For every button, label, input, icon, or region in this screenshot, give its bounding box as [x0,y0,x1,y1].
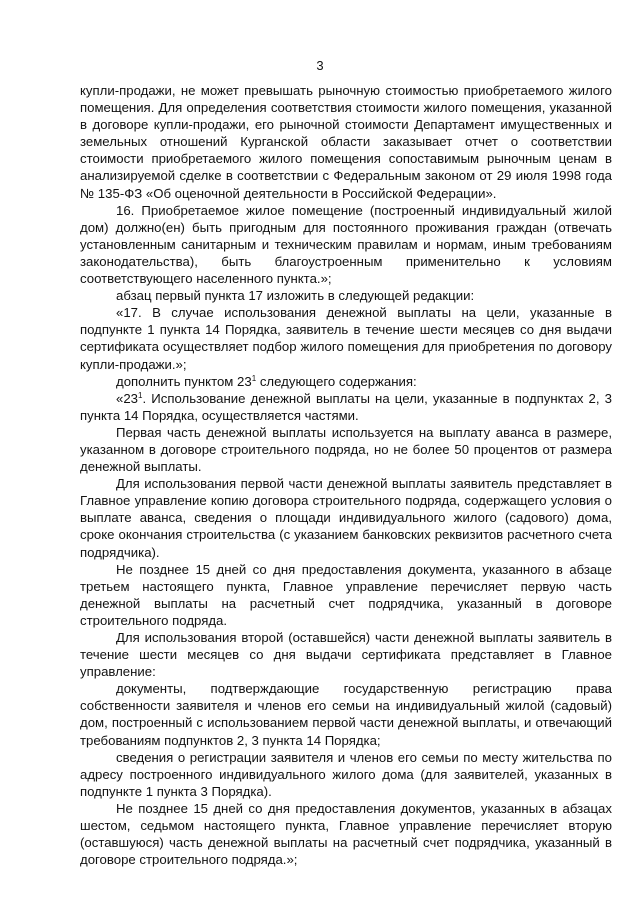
paragraph-item-23-1-text: . Использование денежной выплаты на цели, указанные в подпунктах 2, 3 пункта 14 Порядка, осуществляется частями. [80,390,612,423]
paragraph-item-16: 16. Приобретаемое жилое помещение (построенный индивидуальный жилой дом) должно(ен) быть пригодным для постоянного проживания граждан (отвечать установленным санитарным и техническим правилам и нормам, иным требованиям законодательства), быть благоустроенным применительно к условиям соответствующего населенного пункта.»; [80,202,612,287]
paragraph-first-part-documents: Для использования первой части денежной выплаты заявитель представляет в Главное управление копию договора строительного подряда, содержащего условия о выплате аванса, сведения о площади индивидуального жилого (садового) дома, сроке окончания строительства (с указанием банковских реквизитов расчетного счета подрядчика). [80,476,612,560]
superscript-1: 1 [251,373,257,383]
superscript-1: 1 [138,390,143,400]
paragraph-item-17: «17. В случае использования денежной выплаты на цели, указанные в подпункте 1 пункта 14 Порядка, заявитель в течение шести месяцев со дня выдачи сертификата осуществляет подбор жилого помещения для приобретения по договору купли-продажи.»; [80,305,612,372]
paragraph-add-item-23-1 [80,373,612,390]
document-body [80,82,612,868]
paragraph-first-part-transfer: Не позднее 15 дней со дня предоставления документа, указанного в абзаце третьем настоящего пункта, Главное управление перечисляет первую часть денежной выплаты на расчетный счет подрядчика, указанный в договоре строительного подряда. [80,561,612,628]
paragraph-registration-info: сведения о регистрации заявителя и членов его семьи по месту жительства по адресу построенного индивидуального жилого дома (для заявителей, указанных в подпункте 1 пункта 3 Порядка). [80,749,612,799]
paragraph-item-23-1 [80,390,612,424]
paragraph-second-part: Для использования второй (оставшейся) части денежной выплаты заявитель в течение шести месяцев со дня выдачи сертификата представляет в Главное управление: [80,630,612,680]
paragraph-price-assessment: купли-продажи, не может превышать рыночную стоимостью приобретаемого жилого помещения. Для определения соответствия стоимости жилого помещения, указанной в договоре купли-продажи, его рыночной стоимости Департамент имущественных и земельных отношений Курганской области заказывает отчет о соответствии стоимости приобретаемого жилого помещения сопоставимым рыночным ценам в анализируемой сделке в соответствии с Федеральным законом от 29 июля 1998 года № 135-ФЗ «Об оценочной деятельности в Российской Федерации». [80,83,612,201]
paragraph-second-part-transfer: Не позднее 15 дней со дня предоставления документов, указанных в абзацах шестом, седьмом настоящего пункта, Главное управление перечисляет вторую (оставшуюся) часть денежной выплаты на расчетный счет подрядчика, указанный в договоре строительного подряда.»; [80,800,612,868]
paragraph-first-part: Первая часть денежной выплаты используется на выплату аванса в размере, указанном в договоре строительного подряда, но не более 50 процентов от размера денежной выплаты. [80,424,612,475]
paragraph-item-23-1-number: «23 [116,390,139,406]
paragraph-ownership-documents: документы, подтверждающие государственную регистрацию права собственности заявителя и членов его семьи на индивидуальный жилой (садовый) дом, построенный с использованием первой части денежной выплаты, и отвечающий требованиям подпунктов 2, 3 пункта 14 Порядка; [80,681,612,748]
page-number: 3 [316,58,324,73]
paragraph-amend-item-17: абзац первый пункта 17 изложить в следующей редакции: [116,288,475,304]
paragraph-add-item-23-1-tail: следующего содержания: [256,373,417,389]
paragraph-add-item-23-1-text: дополнить пунктом 23 [116,373,252,389]
